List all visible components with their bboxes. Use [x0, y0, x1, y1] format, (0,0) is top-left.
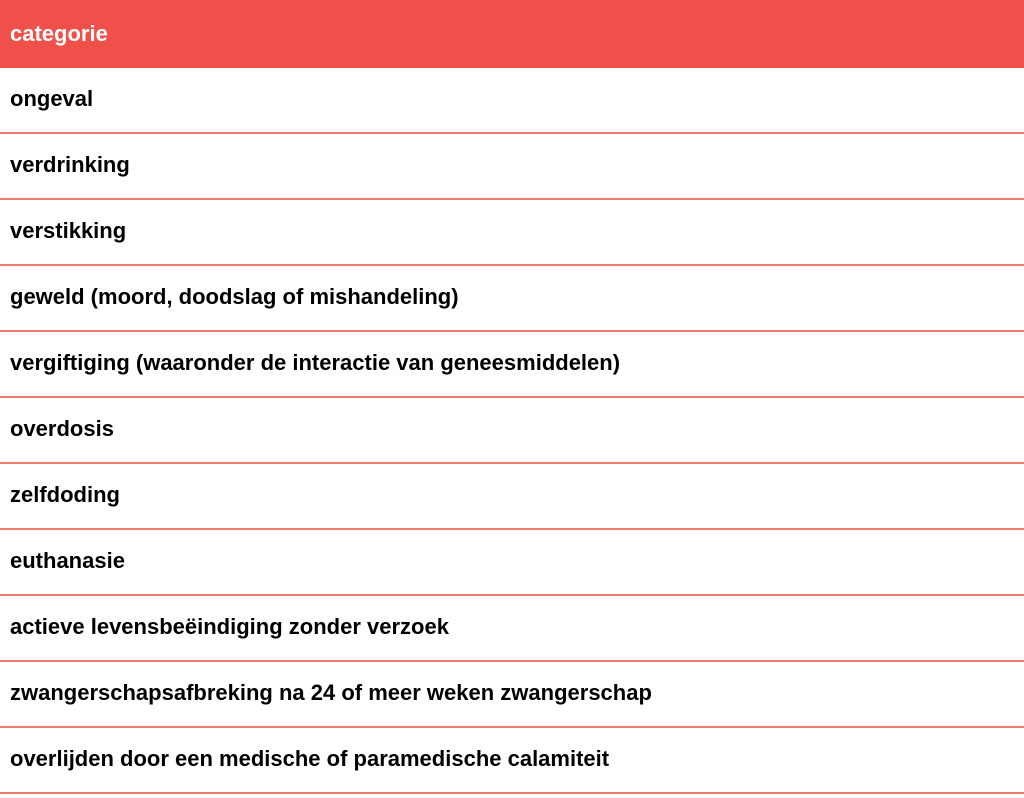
row-label: overlijden door een medische of paramedische calamiteit: [10, 746, 610, 771]
row-label: overdosis: [10, 416, 114, 441]
table-row: [0, 728, 1024, 794]
table-row: [0, 134, 1024, 200]
row-label: actieve levensbeëindiging zonder verzoek: [10, 614, 449, 639]
row-label: zwangerschapsafbreking na 24 of meer weken zwangerschap: [10, 680, 652, 705]
table-row: [0, 200, 1024, 266]
table-row: [0, 662, 1024, 728]
table-row: [0, 398, 1024, 464]
row-label: euthanasie: [10, 548, 125, 573]
row-label: verstikking: [10, 218, 127, 243]
row-label: vergiftiging (waaronder de interactie van geneesmiddelen): [10, 350, 621, 375]
row-label: verdrinking: [10, 152, 130, 177]
table-row: [0, 332, 1024, 398]
table-row: [0, 68, 1024, 134]
table-body: [0, 68, 1024, 794]
table-row: [0, 530, 1024, 596]
table-row: [0, 596, 1024, 662]
table-header: [0, 0, 1024, 68]
row-label: ongeval: [10, 86, 94, 111]
table-row: [0, 464, 1024, 530]
row-label: zelfdoding: [10, 482, 120, 507]
header-label: categorie: [10, 21, 108, 46]
row-label: geweld (moord, doodslag of mishandeling): [10, 284, 459, 309]
table-row: [0, 266, 1024, 332]
